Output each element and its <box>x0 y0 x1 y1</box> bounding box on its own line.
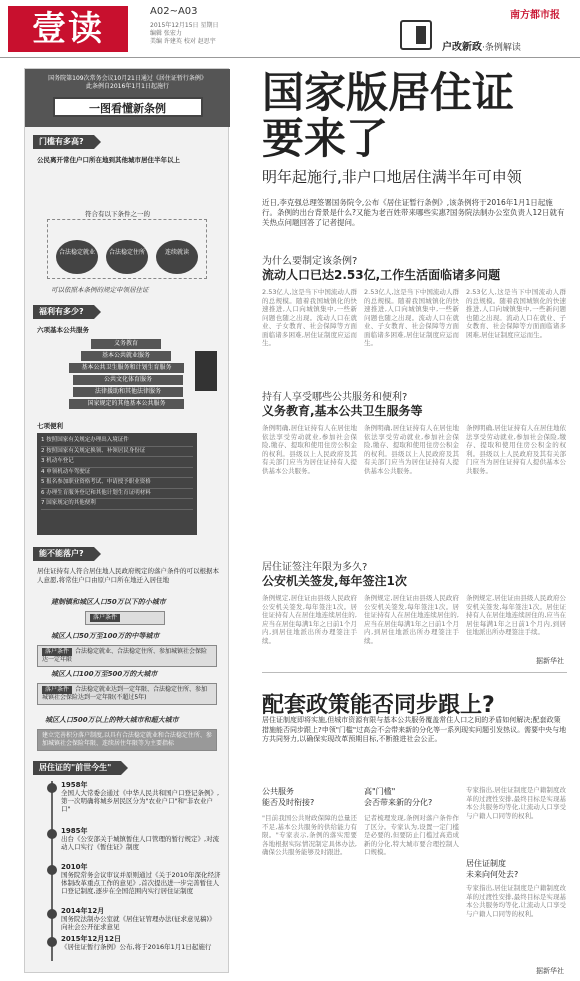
section-title <box>442 38 521 53</box>
body-text: 专家指出,居住证制度是户籍制度改革的过渡性安排,最终目标是实现基本公共服务均等化,让流动人口享受与户籍人口同等的权利。 <box>466 884 566 918</box>
header-editor: 编辑 张宏力 <box>150 30 182 37</box>
tier-2-text: 合法稳定就业、合法稳定住所、参加城镇社会保险达一定年限 <box>42 648 208 663</box>
banner-line-1: 国务院第109次常务会议10月21日通过《居住证暂行条例》 <box>48 75 207 82</box>
settle-text: 居住证持有人符合居住地人民政府规定的落户条件的可以根据本人意愿,将常住户口由原户口所在地迁入居住地 <box>37 567 219 584</box>
condition-study: 连续就读 <box>156 240 198 274</box>
timeline-entry <box>61 935 221 951</box>
byline: 据新华社 <box>536 657 564 665</box>
subhead-2 <box>364 786 432 808</box>
tag-label: 落户条件 <box>42 648 72 656</box>
body-text: 条例明确,居住证持有人在居住地依法享受劳动就业,参加社会保险,缴存、提取和使用住房公积金的权利。县级以上人民政府及其有关部门应当为居住证持有人提供基本公共服务。 <box>364 424 459 475</box>
header-meta <box>150 22 218 46</box>
service-item: 国家规定的其他基本公共服务 <box>69 399 184 409</box>
timeline-year: 2014年12月 <box>61 907 105 915</box>
timeline-dot <box>47 937 57 947</box>
convenience-item: 6 办理生育服务登记和其他计划生育证明材料 <box>41 489 193 500</box>
service-item: 义务教育 <box>91 339 161 349</box>
paper-name: 南方都市报 <box>510 10 560 21</box>
infographic-column <box>24 68 229 973</box>
book-icon <box>195 351 217 391</box>
seven-conveniences-title: 七项便利 <box>37 422 63 430</box>
convenience-item: 1 按照国家有关规定办理出入境证件 <box>41 436 193 447</box>
body-text: 2.53亿人,这是当下中国流动人群的总规模。随着我国城镇化的快速推进,人口向城镇集中,一些新问题也随之出现。流动人口在就业、子女教育、社会保障等方面面临诸多困难,居住证制度应运而生。 <box>262 288 357 347</box>
timeline-text: 国务院常务会议审议并原则通过《关于2010年深化经济体制改革重点工作的意见》,首次提出进一步完善暂住人口登记制度,逐步在全国范围内实行居住证制度 <box>61 871 221 895</box>
section-ribbon-settle: 能不能落户? <box>33 547 94 561</box>
timeline-dot <box>47 865 57 875</box>
service-item: 基本公共卫生服务和计划生育服务 <box>69 363 184 373</box>
header-staff: 美编 许建英 校对 赵思宇 <box>150 38 216 45</box>
question-2: 持有人享受哪些公共服务和便利? <box>262 392 408 403</box>
timeline-dot <box>47 829 57 839</box>
threshold-text: 公民离开常住户口所在地到其他城市居住半年以上 <box>37 156 180 164</box>
body-text: 2.53亿人,这是当下中国流动人群的总规模。随着我国城镇化的快速推进,人口向城镇集中,一些新问题也随之出现。流动人口在就业、子女教育、社会保障等方面面临诸多困难,居住证制度应运而生。 <box>364 288 459 347</box>
subhead-2-line-1: 高"门槛" <box>364 787 396 796</box>
city-tier-1-tag <box>85 611 165 625</box>
tag-label: 落户条件 <box>90 614 120 622</box>
subhead-1 <box>262 786 314 808</box>
conveniences-list <box>37 433 197 535</box>
body-text: 2.53亿人,这是当下中国流动人群的总规模。随着我国城镇化的快速推进,人口向城镇集中,一些新问题也随之出现。流动人口在就业、子女教育、社会保障等方面面临诸多困难,居住证制度应运而生。 <box>466 288 566 339</box>
body-text: 条例规定,居住证由县级人民政府公安机关签发,每年签注1次。居住证持有人在居住地连续居住的,应当在居住每满1年之日前1个月内,到居住地派出所办理签注手续。 <box>466 594 566 636</box>
banner-title: 一图看懂新条例 <box>53 97 203 117</box>
timeline-text: 《居住证暂行条例》公布,将于2016年1月1日起施行 <box>61 943 212 951</box>
timeline-text: 国务院法制办公室就《居住证管理办法(征求意见稿)》向社会公开征求意见 <box>61 915 216 931</box>
answer-3-headline: 公安机关签发,每年签注1次 <box>262 574 407 588</box>
section-subname: ·条例解读 <box>482 43 521 53</box>
phone-icon <box>400 20 432 50</box>
timeline-year: 1958年 <box>61 781 88 789</box>
city-tier-2-box <box>37 645 217 667</box>
timeline-dot <box>47 909 57 919</box>
city-tier-4-box: 建立完善积分落户制度,以具有合法稳定就业和合法稳定住所、参加城镇社会保险年限、连续居住年限等为主要指标 <box>37 729 217 751</box>
six-services-title: 六项基本公共服务 <box>37 326 89 334</box>
answer-1-headline: 流动人口已达2.53亿,工作生活面临诸多问题 <box>262 268 501 282</box>
timeline-entry <box>61 827 221 851</box>
convenience-item: 4 申领机动车驾驶证 <box>41 468 193 479</box>
tier-3-text: 合法稳定就业达到一定年限、合法稳定住所、参加城镇社会保险达到一定年限(不超过5年) <box>42 686 208 701</box>
section-ribbon-benefits: 福利有多少? <box>33 305 94 319</box>
timeline-text: 出台《公安部关于城镇暂住人口管理的暂行规定》,对流动人口实行《暂住证》制度 <box>61 835 220 851</box>
city-tier-3-box <box>37 683 217 705</box>
timeline-dot <box>47 783 57 793</box>
convenience-item: 7 国家规定的其他便利 <box>41 499 193 510</box>
lead-paragraph: 近日,李克强总理签署国务院令,公布《居住证暂行条例》,该条例将于2016年1月1日起施行。条例的出台背景是什么?又能为老百姓带来哪些实惠?国务院法制办公室负责人12日就有关热点问题回答了记者提问。 <box>262 198 565 227</box>
convenience-item: 5 报名参加职业资格考试、申请授予职业资格 <box>41 478 193 489</box>
condition-residence: 合法稳定住所 <box>106 240 148 274</box>
subhead-1-line-1: 公共服务 <box>262 787 294 796</box>
section-ribbon-threshold: 门槛有多高? <box>33 135 94 149</box>
second-headline: 配套政策能否同步跟上? <box>262 693 495 718</box>
condition-employment: 合法稳定就业 <box>56 240 98 274</box>
timeline-year: 1985年 <box>61 827 88 835</box>
timeline-entry <box>61 863 221 895</box>
service-item: 基本公共就业服务 <box>81 351 171 361</box>
headline-line-1: 国家版居住证 <box>262 68 515 117</box>
subhead-2-line-2: 会否带来新的分化? <box>364 798 433 807</box>
timeline-text: 全国人大常委会通过《中华人民共和国户口登记条例》,第一次明确将城乡居民区分为"农业户口"和"非农业户口" <box>61 789 220 813</box>
body-text: 记者梳理发现,条例对落户条件作了区分。专家认为,设置一定门槛是必要的,但要防止门槛过高造成新的分化,特大城市要合理控制人口规模。 <box>364 814 459 856</box>
timeline-year: 2010年 <box>61 863 88 871</box>
body-text: 专家指出,居住证制度是户籍制度改革的过渡性安排,最终目标是实现基本公共服务均等化,让流动人口享受与户籍人口同等的权利。 <box>466 786 566 820</box>
question-1: 为什么要制定该条例? <box>262 256 358 267</box>
tag-label: 落户条件 <box>42 686 72 694</box>
page-number: A02~A03 <box>150 6 198 17</box>
banner-line-2: 此条例自2016年1月1日起施行 <box>86 83 169 90</box>
service-item: 法律援助和其他法律服务 <box>73 387 183 397</box>
section-ribbon-history: 居住证的"前世今生" <box>33 761 121 775</box>
convenience-item: 3 机动车登记 <box>41 457 193 468</box>
subhead-3-line-2: 未来向何处去? <box>466 870 519 879</box>
second-lead: 居住证制度即将实施,但城市资源有限与基本公共服务覆盖常住人口之间的矛盾如何解决;配套政策措施能否同步跟上?申领"门槛"过高会不会带来新的分化等一系列现实问题引发热议。需要中央与地方共同努力,以确保实现改革预期目标,不断推进社会公正。 <box>262 716 567 743</box>
subhead-1-line-2: 能否及时衔接? <box>262 798 315 807</box>
body-text: 条例规定,居住证由县级人民政府公安机关签发,每年签注1次。居住证持有人在居住地连续居住的,应当在居住每满1年之日前1个月内,到居住地派出所办理签注手续。 <box>364 594 459 645</box>
timeline-year: 2015年12月12日 <box>61 935 121 943</box>
infographic-banner <box>25 69 230 127</box>
threshold-conditions: 符合有以下条件之一的 <box>85 210 150 218</box>
threshold-note: 可以依照本条例的规定申领居住证 <box>51 286 149 294</box>
byline: 据新华社 <box>536 967 564 975</box>
page-header <box>0 0 580 58</box>
section-logo: 壹读 <box>8 6 128 52</box>
body-text: "目前我国公共财政保障的总量还不足,基本公共服务的供给能力有限。"专家表示,条例的落实需要各地根据实际情况制定具体办法,确保公共服务能够及时跟进。 <box>262 814 357 856</box>
subheadline: 明年起施行,非户口地居住满半年可申领 <box>262 168 522 186</box>
answer-2-headline: 义务教育,基本公共卫生服务等 <box>262 404 423 418</box>
body-text: 条例规定,居住证由县级人民政府公安机关签发,每年签注1次。居住证持有人在居住地连续居住的,应当在居住每满1年之日前1个月内,到居住地派出所办理签注手续。 <box>262 594 357 645</box>
city-tier-4: 城区人口500万以上的特大城市和超大城市 <box>45 716 179 724</box>
headline-line-2: 要来了 <box>262 114 389 163</box>
city-tier-2: 城区人口50万至100万的中等城市 <box>51 632 160 640</box>
convenience-item: 2 按照国家有关规定换领、补领居民身份证 <box>41 447 193 458</box>
question-3: 居住证签注年限为多久? <box>262 562 368 573</box>
body-text: 条例明确,居住证持有人在居住地依法享受劳动就业,参加社会保险,缴存、提取和使用住房公积金的权利。县级以上人民政府及其有关部门应当为居住证持有人提供基本公共服务。 <box>262 424 357 475</box>
timeline-entry <box>61 907 221 931</box>
city-tier-1: 建制镇和城区人口50万以下的小城市 <box>51 598 166 606</box>
section-divider <box>262 672 567 673</box>
city-tier-3: 城区人口100万至500万的大城市 <box>51 670 158 678</box>
header-date: 2015年12月15日 星期日 <box>150 22 219 29</box>
subhead-3-line-1: 居住证制度 <box>466 859 506 868</box>
section-name: 户改新政 <box>442 42 482 53</box>
timeline-entry <box>61 781 221 813</box>
body-text: 条例明确,居住证持有人在居住地依法享受劳动就业,参加社会保险,缴存、提取和使用住房公积金的权利。县级以上人民政府及其有关部门应当为居住证持有人提供基本公共服务。 <box>466 424 566 475</box>
conditions-box <box>47 219 207 279</box>
service-item: 公共文化体育服务 <box>73 375 183 385</box>
subhead-3 <box>466 858 518 880</box>
